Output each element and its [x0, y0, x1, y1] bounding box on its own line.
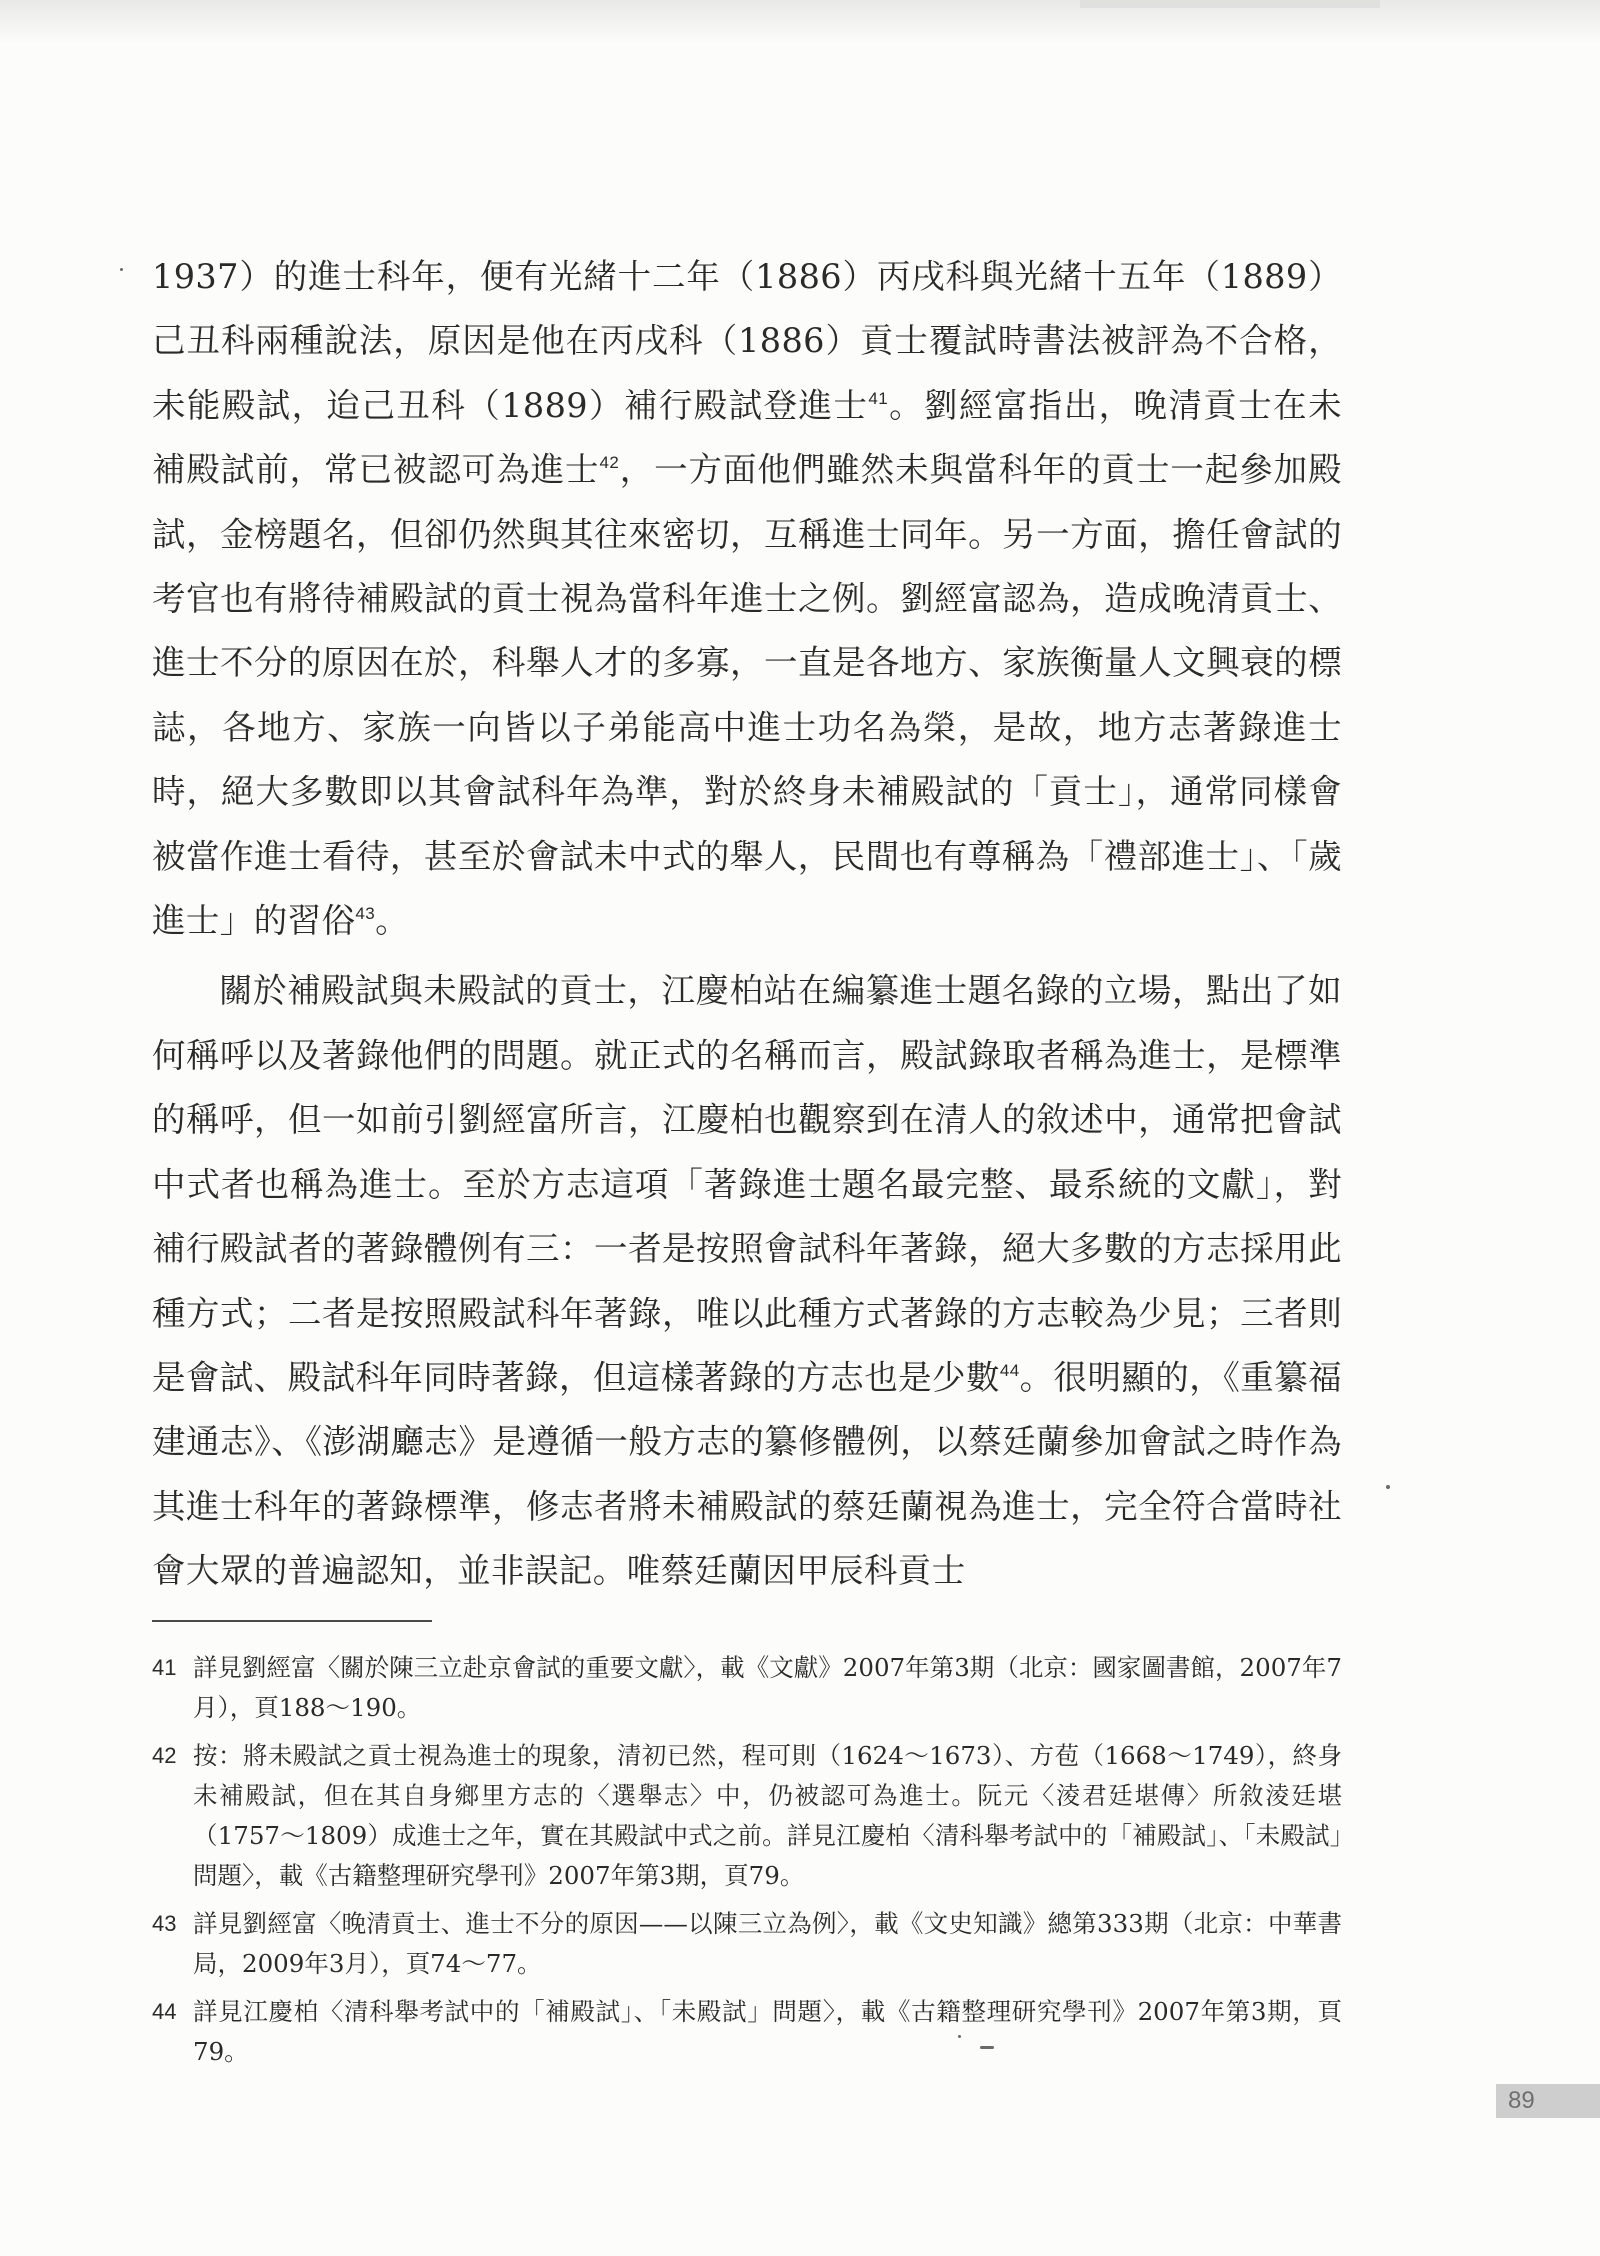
- footnote-item: [152, 1648, 1342, 1728]
- footnote-ref: 41: [868, 388, 889, 408]
- footnote-number: 41: [152, 1655, 177, 1680]
- body-paragraph: [152, 959, 1342, 1603]
- scan-speck: [980, 2046, 994, 2049]
- footnote-item: [152, 1736, 1342, 1896]
- footnote-item: [152, 1992, 1342, 2072]
- paragraph-text: 。劉經富指出，晚清貢士在未補殿試前，常已被認可為進士: [152, 385, 1343, 490]
- scan-speck: [958, 2035, 961, 2038]
- page-number: 89: [1496, 2084, 1600, 2118]
- footnote-ref: 44: [999, 1360, 1020, 1380]
- footnotes: [152, 1648, 1342, 2080]
- paragraph-text: ，一方面他們雖然未與當科年的貢士一起參加殿試，金榜題名，但卻仍然與其往來密切，互稱進士同年。另一方面，擔任會試的考官也有將待補殿試的貢士視為當科年進士之例。劉經富認為，造成晚清貢士、進士不分的原因在於，科舉人才的多寡，一直是各地方、家族衡量人文興衰的標誌，各地方、家族一向皆以子弟能高中進士功名為榮，是故，地方志著錄進士時，絕大多數即以其會試科年為準，對於終身未補殿試的「貢士」，通常同樣會被當作進士看待，甚至於會試未中式的舉人，民間也有尊稱為「禮部進士」、「歲進士」的習俗: [152, 450, 1343, 941]
- footnote-item: [152, 1904, 1342, 1984]
- footnote-text: 詳見劉經富〈晚清貢士、進士不分的原因——以陳三立為例〉，載《文史知識》總第333期（北京：中華書局，2009年3月），頁74～77。: [193, 1909, 1342, 1978]
- body-paragraph: [152, 245, 1342, 953]
- main-body-text: [152, 245, 1342, 1604]
- scan-smudge: [1080, 0, 1380, 8]
- footnote-divider: [152, 1620, 432, 1622]
- footnote-text: 詳見江慶柏〈清科舉考試中的「補殿試」、「未殿試」問題〉，載《古籍整理研究學刊》2007年第3期，頁79。: [193, 1997, 1342, 2066]
- footnote-ref: 43: [355, 904, 376, 924]
- footnote-number: 44: [152, 1999, 177, 2024]
- footnote-number: 42: [152, 1743, 177, 1768]
- footnote-text: 按：將未殿試之貢士視為進士的現象，清初已然，程可則（1624～1673）、方苞（1668～1749），終身未補殿試，但在其自身鄉里方志的〈選舉志〉中，仍被認可為進士。阮元〈淩君廷堪傳〉所敘淩廷堪（1757～1809）成進士之年，實在其殿試中式之前。詳見江慶柏〈清科舉考試中的「補殿試」、「未殿試」問題〉，載《古籍整理研究學刊》2007年第3期，頁79。: [193, 1741, 1342, 1890]
- paragraph-text: 關於補殿試與未殿試的貢士，江慶柏站在編纂進士題名錄的立場，點出了如何稱呼以及著錄他們的問題。就正式的名稱而言，殿試錄取者稱為進士，是標準的稱呼，但一如前引劉經富所言，江慶柏也觀察到在清人的敘述中，通常把會試中式者也稱為進士。至於方志這項「著錄進士題名最完整、最系統的文獻」，對補行殿試者的著錄體例有三：一者是按照會試科年著錄，絕大多數的方志採用此種方式；二者是按照殿試科年著錄，唯以此種方式著錄的方志較為少見；三者則是會試、殿試科年同時著錄，但這樣著錄的方志也是少數: [152, 971, 1342, 1397]
- scan-speck: [120, 268, 123, 271]
- footnote-ref: 42: [599, 453, 620, 473]
- footnote-text: 詳見劉經富〈關於陳三立赴京會試的重要文獻〉，載《文獻》2007年第3期（北京：國家圖書館，2007年7月），頁188～190。: [193, 1653, 1342, 1722]
- paragraph-text: 。很明顯的，《重纂福建通志》、《澎湖廳志》是遵循一般方志的纂修體例，以蔡廷蘭參加會試之時作為其進士科年的著錄標準，修志者將未補殿試的蔡廷蘭視為進士，完全符合當時社會大眾的普遍認知，並非誤記。唯蔡廷蘭因甲辰科貢士: [152, 1357, 1343, 1591]
- scan-speck: [1386, 1485, 1390, 1489]
- footnote-number: 43: [152, 1911, 177, 1936]
- paragraph-text: 。: [375, 901, 410, 941]
- paragraph-text: 1937）的進士科年，便有光緒十二年（1886）丙戌科與光緒十五年（1889）己丑科兩種說法，原因是他在丙戌科（1886）貢士覆試時書法被評為不合格，未能殿試，迨己丑科（1889）補行殿試登進士: [152, 257, 1342, 425]
